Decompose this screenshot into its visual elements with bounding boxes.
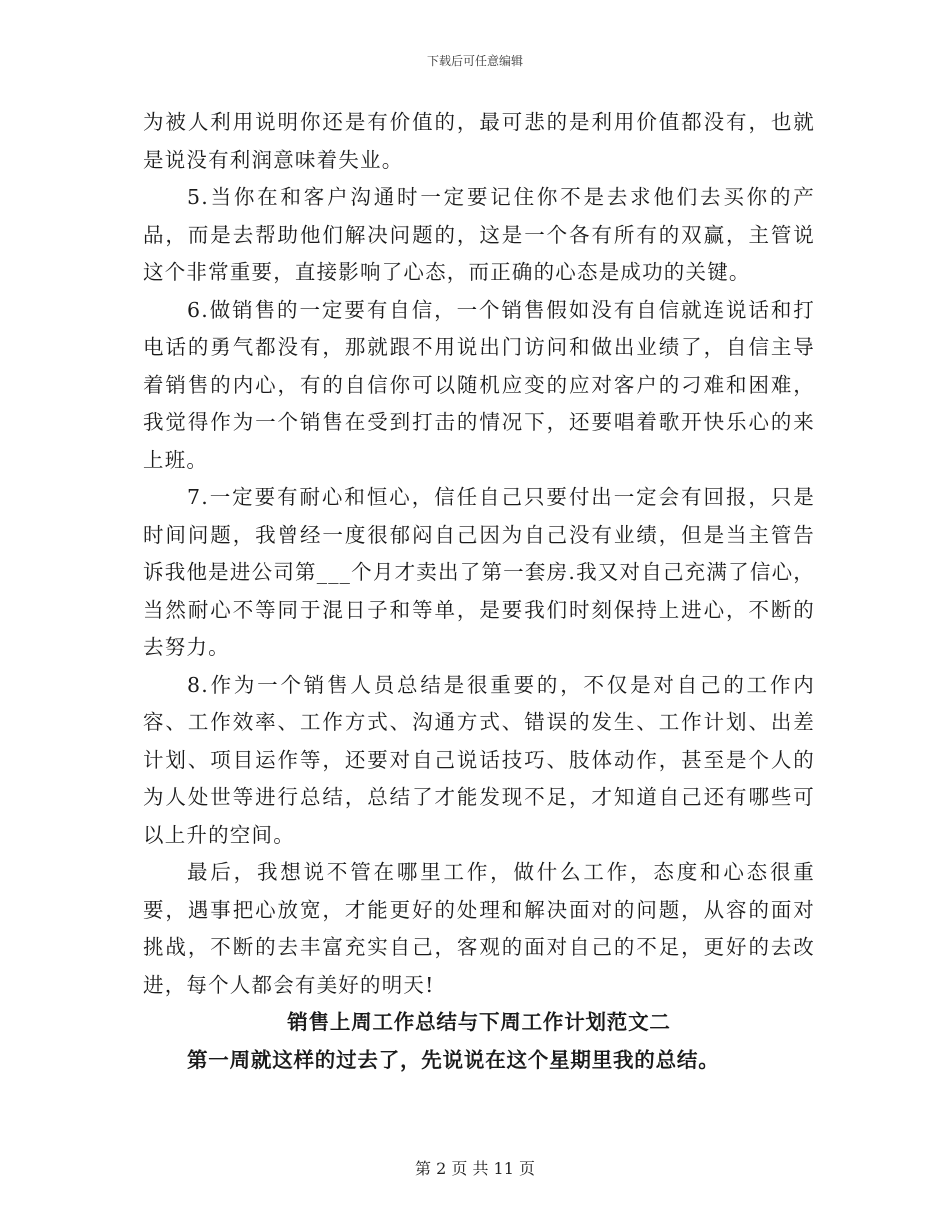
- document-body: [143, 104, 815, 1079]
- page-number: 第 2 页 共 11 页: [415, 1159, 535, 1178]
- paragraph-conclusion: 最后，我想说不管在哪里工作，做什么工作，态度和心态很重要，遇事把心放宽，才能更好的处理和解决面对的问题，从容的面对挑战，不断的去丰富充实自己，客观的面对自己的不足，更好的去改进，每个人都会有美好的明天!: [143, 860, 815, 997]
- paragraph-point-7: 7.一定要有耐心和恒心，信任自己只要付出一定会有回报，只是时间问题，我曾经一度很郁闷自己因为自己没有业绩，但是当主管告诉我他是进公司第___个月才卖出了第一套房.我又对自己充满了信心，当然耐心不等同于混日子和等单，是要我们时刻保持上进心，不断的去努力。: [143, 485, 815, 659]
- section-title: 销售上周工作总结与下周工作计划范文二: [287, 1010, 671, 1034]
- paragraph-point-8: 8.作为一个销售人员总结是很重要的，不仅是对自己的工作内容、工作效率、工作方式、沟通方式、错误的发生、工作计划、出差计划、项目运作等，还要对自己说话技巧、肢体动作，甚至是个人的为人处世等进行总结，总结了才能发现不足，才知道自己还有哪些可以上升的空间。: [143, 672, 815, 847]
- paragraph-point-5: 5.当你在和客户沟通时一定要记住你不是去求他们去买你的产品，而是去帮助他们解决问题的，这是一个各有所有的双赢，主管说这个非常重要，直接影响了心态，而正确的心态是成功的关键。: [143, 185, 815, 284]
- header-note: 下载后可任意编辑: [426, 54, 523, 68]
- lead-sentence: 第一周就这样的过去了，先说说在这个星期里我的总结。: [187, 1047, 720, 1072]
- paragraph-continuation: 为被人利用说明你还是有价值的，最可悲的是利用价值都没有，也就是说没有利润意味着失业。: [143, 110, 815, 172]
- paragraph-point-6: 6.做销售的一定要有自信，一个销售假如没有自信就连说话和打电话的勇气都没有，那就跟不用说出门访问和做出业绩了，自信主导着销售的内心，有的自信你可以随机应变的应对客户的刁难和困难，我觉得作为一个销售在受到打击的情况下，还要唱着歌开快乐心的来上班。: [143, 297, 815, 472]
